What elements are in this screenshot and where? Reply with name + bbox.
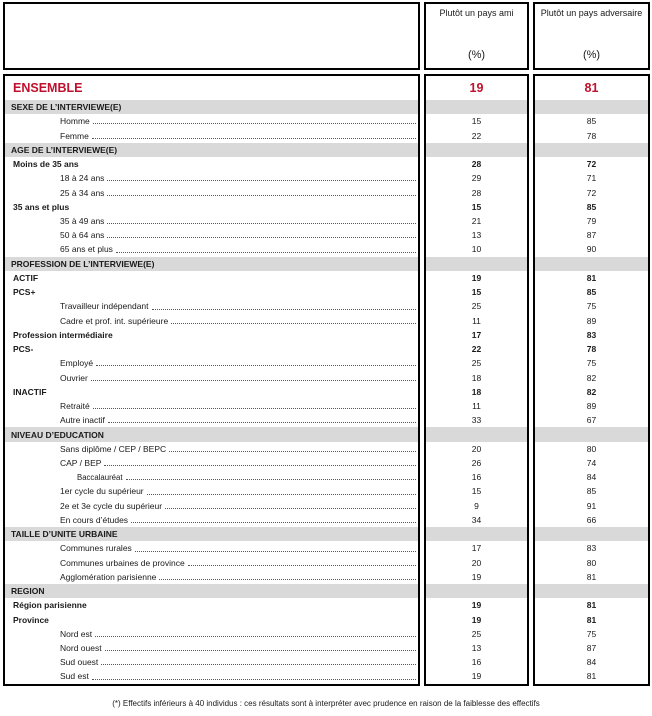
- value-ami: 18: [471, 372, 482, 383]
- dot-leader: [93, 123, 416, 124]
- row-label-text: SEXE DE L’INTERVIEWE(E): [11, 102, 122, 113]
- row-label-text: PCS+: [13, 287, 36, 298]
- value-adversaire: 89: [586, 401, 597, 412]
- value-ami: 20: [471, 557, 482, 568]
- value-ami: 29: [471, 173, 482, 184]
- row-label-text: Communes rurales: [60, 543, 132, 554]
- row-label-text: Ouvrier: [60, 372, 88, 383]
- dot-leader: [108, 422, 416, 423]
- row-label-text: Agglomération parisienne: [60, 571, 157, 582]
- dot-leader: [152, 309, 416, 310]
- row-label-text: Communes urbaines de province: [60, 557, 185, 568]
- dot-leader: [104, 465, 416, 466]
- header-column-adversaire: [533, 2, 650, 70]
- dot-leader: [95, 636, 416, 637]
- row-label: [5, 669, 418, 683]
- percent-unit-ami: (%): [467, 49, 486, 61]
- dot-leader: [96, 365, 416, 366]
- value-adversaire: [535, 100, 648, 114]
- value-ami: 21: [471, 215, 482, 226]
- row-label-text: Employé: [60, 358, 94, 369]
- footnote: (*) Effectifs inférieurs à 40 individus : ces résultats sont à interpréter avec prudence en raison de la faiblesse des effectifs: [112, 699, 540, 708]
- row-label-text: Retraité: [60, 401, 90, 412]
- column-title-adversaire: Plutôt un pays adversaire: [540, 8, 643, 18]
- row-label-text: En cours d’études: [60, 514, 129, 525]
- row-label-text: Profession intermédiaire: [13, 329, 113, 340]
- row-label: [5, 641, 418, 655]
- value-ami: 19: [469, 81, 484, 95]
- dot-leader: [135, 551, 416, 552]
- percent-unit-adversaire: (%): [582, 49, 601, 61]
- row-label: [5, 470, 418, 484]
- row-label-text: 1er cycle du supérieur: [60, 486, 144, 497]
- dot-leader: [131, 522, 416, 523]
- dot-leader: [107, 223, 416, 224]
- dot-leader: [147, 494, 416, 495]
- row-label: [5, 299, 418, 313]
- value-adversaire: 81: [586, 614, 597, 625]
- value-adversaire: 89: [586, 315, 597, 326]
- header-column-ami: [424, 2, 529, 70]
- value-ami: [426, 257, 527, 271]
- row-label-text: Région parisienne: [13, 600, 87, 611]
- row-label-text: Femme: [60, 130, 89, 141]
- row-label: [5, 370, 418, 384]
- row-label-text: 65 ans et plus: [60, 244, 113, 255]
- column-title-ami: Plutôt un pays ami: [439, 8, 514, 18]
- dot-leader: [107, 180, 416, 181]
- value-adversaire: 78: [586, 130, 597, 141]
- row-label-text: Sud ouest: [60, 657, 99, 668]
- value-ami: [426, 143, 527, 157]
- row-label-text: PROFESSION DE L’INTERVIEWE(E): [11, 258, 155, 269]
- dot-leader: [159, 579, 416, 580]
- value-adversaire: 67: [586, 415, 597, 426]
- section-row-label: [5, 100, 418, 114]
- row-label-text: Cadre et prof. int. supérieure: [60, 315, 169, 326]
- row-label-text: 35 à 49 ans: [60, 215, 105, 226]
- row-label: [5, 655, 418, 669]
- row-label-text: 35 ans et plus: [13, 201, 70, 212]
- value-adversaire: 82: [586, 372, 597, 383]
- value-adversaire: 81: [584, 81, 599, 95]
- value-adversaire: 87: [586, 643, 597, 654]
- row-label-text: Sans diplôme / CEP / BEPC: [60, 443, 167, 454]
- value-adversaire: [535, 527, 648, 541]
- row-label-text: 25 à 34 ans: [60, 187, 105, 198]
- value-ami: 9: [474, 500, 479, 511]
- value-adversaire: 87: [586, 230, 597, 241]
- row-label: [5, 556, 418, 570]
- value-adversaire: 85: [586, 116, 597, 127]
- value-adversaire: 85: [586, 287, 597, 298]
- value-adversaire: 80: [586, 443, 597, 454]
- value-adversaire: 71: [586, 173, 597, 184]
- value-ami: 22: [471, 344, 482, 355]
- value-ami: 25: [471, 628, 482, 639]
- row-label: [5, 513, 418, 527]
- value-ami: 16: [471, 657, 482, 668]
- row-label: [5, 285, 418, 299]
- section-row-label: [5, 257, 418, 271]
- value-ami: 28: [471, 159, 482, 170]
- value-adversaire: 81: [586, 671, 597, 682]
- value-ami: 16: [471, 472, 482, 483]
- value-ami: 17: [471, 329, 482, 340]
- row-label: [5, 314, 418, 328]
- row-label-text: NIVEAU D’EDUCATION: [11, 429, 104, 440]
- value-adversaire: 85: [586, 486, 597, 497]
- dot-leader: [92, 679, 416, 680]
- value-adversaire: 75: [586, 301, 597, 312]
- row-label-text: Sud est: [60, 671, 89, 682]
- value-adversaire: [535, 143, 648, 157]
- value-ami: 34: [471, 514, 482, 525]
- row-label: [5, 598, 418, 612]
- row-label: [5, 242, 418, 256]
- row-label: [5, 342, 418, 356]
- row-label: [5, 456, 418, 470]
- dot-leader: [126, 479, 416, 480]
- row-label: [5, 271, 418, 285]
- dot-leader: [107, 195, 416, 196]
- dot-leader: [107, 237, 416, 238]
- dot-leader: [101, 664, 416, 665]
- value-ami: 11: [472, 315, 481, 326]
- value-ami: 20: [471, 443, 482, 454]
- value-adversaire: 90: [586, 244, 597, 255]
- dot-leader: [92, 138, 416, 139]
- row-label: [5, 356, 418, 370]
- value-adversaire: 84: [586, 472, 597, 483]
- value-ami: 13: [471, 230, 482, 241]
- row-label-text: Homme: [60, 116, 90, 127]
- value-adversaire: 79: [586, 215, 597, 226]
- row-label: [5, 185, 418, 199]
- section-row-label: [5, 427, 418, 441]
- row-label-text: TAILLE D’UNITE URBAINE: [11, 529, 118, 540]
- value-ami: [426, 100, 527, 114]
- section-row-label: [5, 584, 418, 598]
- row-label-text: 18 à 24 ans: [60, 173, 105, 184]
- row-label-text: Province: [13, 614, 49, 625]
- value-ami: 19: [471, 272, 482, 283]
- row-label: [5, 385, 418, 399]
- value-adversaire: 84: [586, 657, 597, 668]
- dot-leader: [116, 252, 416, 253]
- value-ami: 26: [471, 457, 482, 468]
- value-ami: [426, 584, 527, 598]
- row-label-text: CAP / BEP: [60, 457, 102, 468]
- value-adversaire: 81: [586, 272, 597, 283]
- row-label: [5, 612, 418, 626]
- value-ami: 33: [471, 415, 482, 426]
- row-label: [5, 541, 418, 555]
- value-ami: 22: [471, 130, 482, 141]
- value-adversaire: 75: [586, 628, 597, 639]
- dot-leader: [171, 323, 416, 324]
- value-column-adversaire-body: [533, 74, 650, 686]
- value-adversaire: [535, 257, 648, 271]
- value-adversaire: [535, 584, 648, 598]
- row-label: [5, 214, 418, 228]
- value-adversaire: 75: [586, 358, 597, 369]
- row-label-text: ENSEMBLE: [13, 81, 83, 95]
- value-adversaire: 82: [586, 386, 597, 397]
- value-adversaire: 80: [586, 557, 597, 568]
- value-ami: 17: [471, 543, 482, 554]
- row-label: [5, 413, 418, 427]
- row-label: [5, 200, 418, 214]
- row-label-text: 2e et 3e cycle du supérieur: [60, 500, 163, 511]
- row-label: [5, 157, 418, 171]
- dot-leader: [91, 380, 416, 381]
- row-label: [5, 128, 418, 142]
- row-label-text: Travailleur indépendant: [60, 301, 149, 312]
- value-ami: 19: [471, 571, 482, 582]
- value-ami: 15: [471, 201, 482, 212]
- dot-leader: [188, 565, 416, 566]
- value-adversaire: 91: [586, 500, 597, 511]
- label-column-body: [3, 74, 420, 686]
- row-label: [5, 171, 418, 185]
- dot-leader: [93, 408, 416, 409]
- value-adversaire: 81: [586, 600, 597, 611]
- header-label-box: [3, 2, 420, 70]
- row-label: [5, 76, 418, 100]
- value-adversaire: 72: [586, 159, 597, 170]
- value-adversaire: 83: [586, 329, 597, 340]
- value-adversaire: 81: [586, 571, 597, 582]
- row-label-text: Nord est: [60, 628, 93, 639]
- row-label: [5, 442, 418, 456]
- row-label-text: AGE DE L’INTERVIEWE(E): [11, 144, 118, 155]
- row-label: [5, 328, 418, 342]
- row-label-text: Moins de 35 ans: [13, 159, 79, 170]
- row-label: [5, 484, 418, 498]
- row-label: [5, 228, 418, 242]
- value-ami: 15: [471, 287, 482, 298]
- section-row-label: [5, 143, 418, 157]
- row-label: [5, 627, 418, 641]
- value-adversaire: [535, 427, 648, 441]
- value-ami: 11: [472, 401, 481, 412]
- row-label-text: REGION: [11, 586, 45, 597]
- row-label-text: PCS-: [13, 344, 34, 355]
- value-adversaire: 72: [586, 187, 597, 198]
- value-ami: [426, 527, 527, 541]
- value-ami: 25: [471, 358, 482, 369]
- dot-leader: [165, 508, 416, 509]
- row-label-text: Autre inactif: [60, 415, 105, 426]
- row-label: [5, 114, 418, 128]
- row-label-text: Nord ouest: [60, 643, 102, 654]
- row-label-text: Baccalauréat: [77, 472, 123, 482]
- row-label: [5, 399, 418, 413]
- value-ami: 19: [471, 600, 482, 611]
- value-ami: [426, 427, 527, 441]
- row-label: [5, 499, 418, 513]
- value-ami: 18: [471, 386, 482, 397]
- value-ami: 28: [471, 187, 482, 198]
- value-adversaire: 85: [586, 201, 597, 212]
- value-column-ami-body: [424, 74, 529, 686]
- dot-leader: [105, 650, 416, 651]
- value-ami: 15: [471, 116, 482, 127]
- value-adversaire: 74: [586, 457, 597, 468]
- value-ami: 13: [471, 643, 482, 654]
- row-label-text: INACTIF: [13, 386, 47, 397]
- value-ami: 15: [471, 486, 482, 497]
- value-ami: 10: [471, 244, 482, 255]
- row-label-text: 50 à 64 ans: [60, 230, 105, 241]
- section-row-label: [5, 527, 418, 541]
- value-adversaire: 78: [586, 344, 597, 355]
- value-adversaire: 83: [586, 543, 597, 554]
- value-ami: 25: [471, 301, 482, 312]
- value-ami: 19: [471, 671, 482, 682]
- row-label: [5, 570, 418, 584]
- row-label-text: ACTIF: [13, 272, 39, 283]
- dot-leader: [169, 451, 416, 452]
- value-adversaire: 66: [586, 514, 597, 525]
- value-ami: 19: [471, 614, 482, 625]
